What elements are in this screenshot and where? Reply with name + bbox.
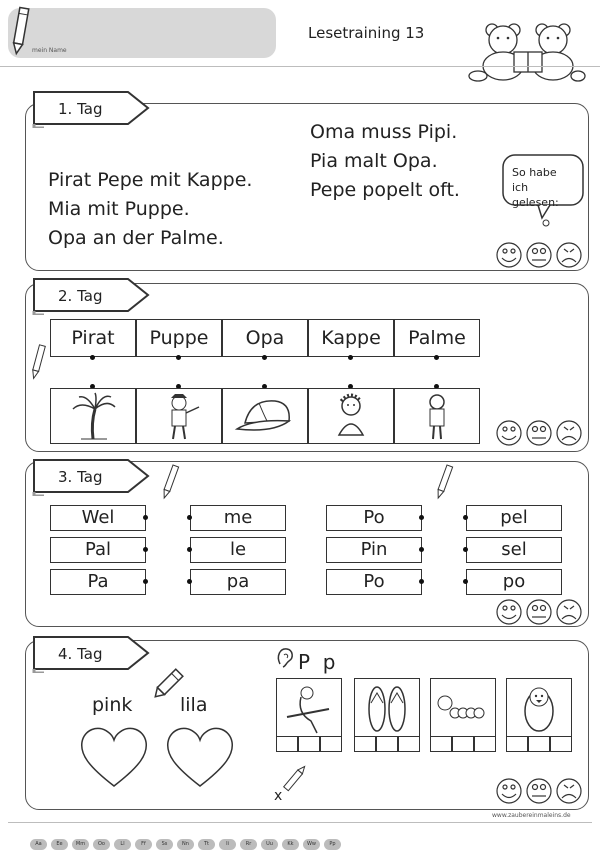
- letter-pill: Nn: [177, 839, 194, 850]
- match-dot[interactable]: [187, 547, 192, 552]
- letter-pill: Uu: [261, 839, 278, 850]
- match-dot[interactable]: [463, 547, 468, 552]
- grandpa-icon: [395, 389, 479, 443]
- day3-tag-label: 3. Tag: [58, 468, 103, 486]
- color-word-lila: lila: [180, 694, 208, 716]
- rating-smileys[interactable]: [496, 418, 586, 448]
- parrot-icon: [277, 679, 341, 737]
- pencil-icon: [160, 462, 180, 502]
- sentence: Pepe popelt oft.: [310, 179, 460, 201]
- word-cell: Puppe: [136, 319, 222, 357]
- syllable-box: Pin: [326, 537, 422, 563]
- rating-smileys[interactable]: [496, 240, 586, 270]
- day1-right-text: [310, 118, 460, 205]
- cap-icon: [223, 389, 307, 443]
- match-dot[interactable]: [419, 515, 424, 520]
- picture-cell: [308, 388, 394, 444]
- heart-to-color[interactable]: [164, 722, 236, 790]
- rating-smileys[interactable]: [496, 597, 586, 627]
- match-dot[interactable]: [262, 355, 267, 360]
- letter-box[interactable]: [298, 736, 320, 752]
- letter-box[interactable]: [276, 736, 298, 752]
- letter-box[interactable]: [528, 736, 550, 752]
- match-dot[interactable]: [187, 579, 192, 584]
- syllable-box: Po: [326, 569, 422, 595]
- letter-pill: Ff: [135, 839, 152, 850]
- pencil-icon: [280, 760, 310, 796]
- letter-pill: Mm: [72, 839, 89, 850]
- doll-icon: [309, 389, 393, 443]
- match-dot[interactable]: [176, 355, 181, 360]
- letter-box[interactable]: [398, 736, 420, 752]
- pencil-icon: [30, 342, 46, 382]
- picture-cell: [50, 388, 136, 444]
- match-dot[interactable]: [419, 579, 424, 584]
- palm-tree-icon: [51, 389, 135, 443]
- match-dot[interactable]: [463, 579, 468, 584]
- name-label: mein Name: [32, 47, 67, 54]
- syllable-box: sel: [466, 537, 562, 563]
- teddy-bears-reading-illustration: [466, 12, 586, 82]
- sentence: Oma muss Pipi.: [310, 121, 458, 143]
- syllable-box: le: [190, 537, 286, 563]
- header-divider: [0, 66, 600, 67]
- letter-pill: Ll: [114, 839, 131, 850]
- speech-bubble-text: So habe ich gelesen:: [512, 166, 559, 209]
- ear-icon: [274, 646, 296, 670]
- letter-pill: Rr: [240, 839, 257, 850]
- word-cell: Opa: [222, 319, 308, 357]
- syllable-box: pel: [466, 505, 562, 531]
- heart-to-color[interactable]: [78, 722, 150, 790]
- letter-pill: Ee: [51, 839, 68, 850]
- penguin-icon: [507, 679, 571, 737]
- picture-cell: [222, 388, 308, 444]
- letter-pill: Pp: [324, 839, 341, 850]
- syllable-box: pa: [190, 569, 286, 595]
- picture-cell: [430, 678, 496, 738]
- syllable-box: Pa: [50, 569, 146, 595]
- word-cell: Palme: [394, 319, 480, 357]
- page-title: Lesetraining 13: [308, 24, 425, 42]
- letters-label: P p: [298, 650, 336, 674]
- letter-box[interactable]: [550, 736, 572, 752]
- syllable-box: po: [466, 569, 562, 595]
- sentence: Mia mit Puppe.: [48, 198, 190, 220]
- letter-box[interactable]: [452, 736, 474, 752]
- picture-cell: [506, 678, 572, 738]
- day1-left-text: [48, 166, 252, 253]
- footer-divider: [8, 822, 592, 823]
- sentence: Opa an der Palme.: [48, 227, 224, 249]
- letter-box[interactable]: [474, 736, 496, 752]
- syllable-box: Pal: [50, 537, 146, 563]
- syllable-box: Po: [326, 505, 422, 531]
- picture-cell: [136, 388, 222, 444]
- letter-pill: Ww: [303, 839, 320, 850]
- syllable-box: me: [190, 505, 286, 531]
- color-word-pink: pink: [92, 694, 133, 716]
- caterpillar-icon: [431, 679, 495, 737]
- letter-box[interactable]: [430, 736, 452, 752]
- letter-pill: Kk: [282, 839, 299, 850]
- match-dot[interactable]: [143, 579, 148, 584]
- match-dot[interactable]: [143, 547, 148, 552]
- letter-box[interactable]: [376, 736, 398, 752]
- match-dot[interactable]: [348, 355, 353, 360]
- letter-pill: Oo: [93, 839, 110, 850]
- day1-tag-label: 1. Tag: [58, 100, 103, 118]
- flip-flops-icon: [355, 679, 419, 737]
- letter-pill: Ii: [219, 839, 236, 850]
- picture-cell: [276, 678, 342, 738]
- pirate-icon: [137, 389, 221, 443]
- match-dot[interactable]: [434, 355, 439, 360]
- letter-box[interactable]: [320, 736, 342, 752]
- picture-cell: [354, 678, 420, 738]
- day4-tag-label: 4. Tag: [58, 645, 103, 663]
- website-label: www.zaubereinmaleins.de: [492, 812, 571, 819]
- sentence: Pirat Pepe mit Kappe.: [48, 169, 253, 191]
- syllable-box: Wel: [50, 505, 146, 531]
- word-cell: Pirat: [50, 319, 136, 357]
- rating-smileys[interactable]: [496, 776, 586, 806]
- sentence: Pia malt Opa.: [310, 150, 438, 172]
- word-cell: Kappe: [308, 319, 394, 357]
- letter-box[interactable]: [506, 736, 528, 752]
- x-mark: x: [274, 788, 283, 804]
- match-dot[interactable]: [90, 355, 95, 360]
- match-dot[interactable]: [463, 515, 468, 520]
- match-dot[interactable]: [187, 515, 192, 520]
- letter-box[interactable]: [354, 736, 376, 752]
- letter-pill: Ss: [156, 839, 173, 850]
- picture-cell: [394, 388, 480, 444]
- pencil-icon: [434, 462, 454, 502]
- match-dot[interactable]: [419, 547, 424, 552]
- day2-tag-label: 2. Tag: [58, 287, 103, 305]
- match-dot[interactable]: [143, 515, 148, 520]
- letter-pill: Aa: [30, 839, 47, 850]
- letter-pill: Tt: [198, 839, 215, 850]
